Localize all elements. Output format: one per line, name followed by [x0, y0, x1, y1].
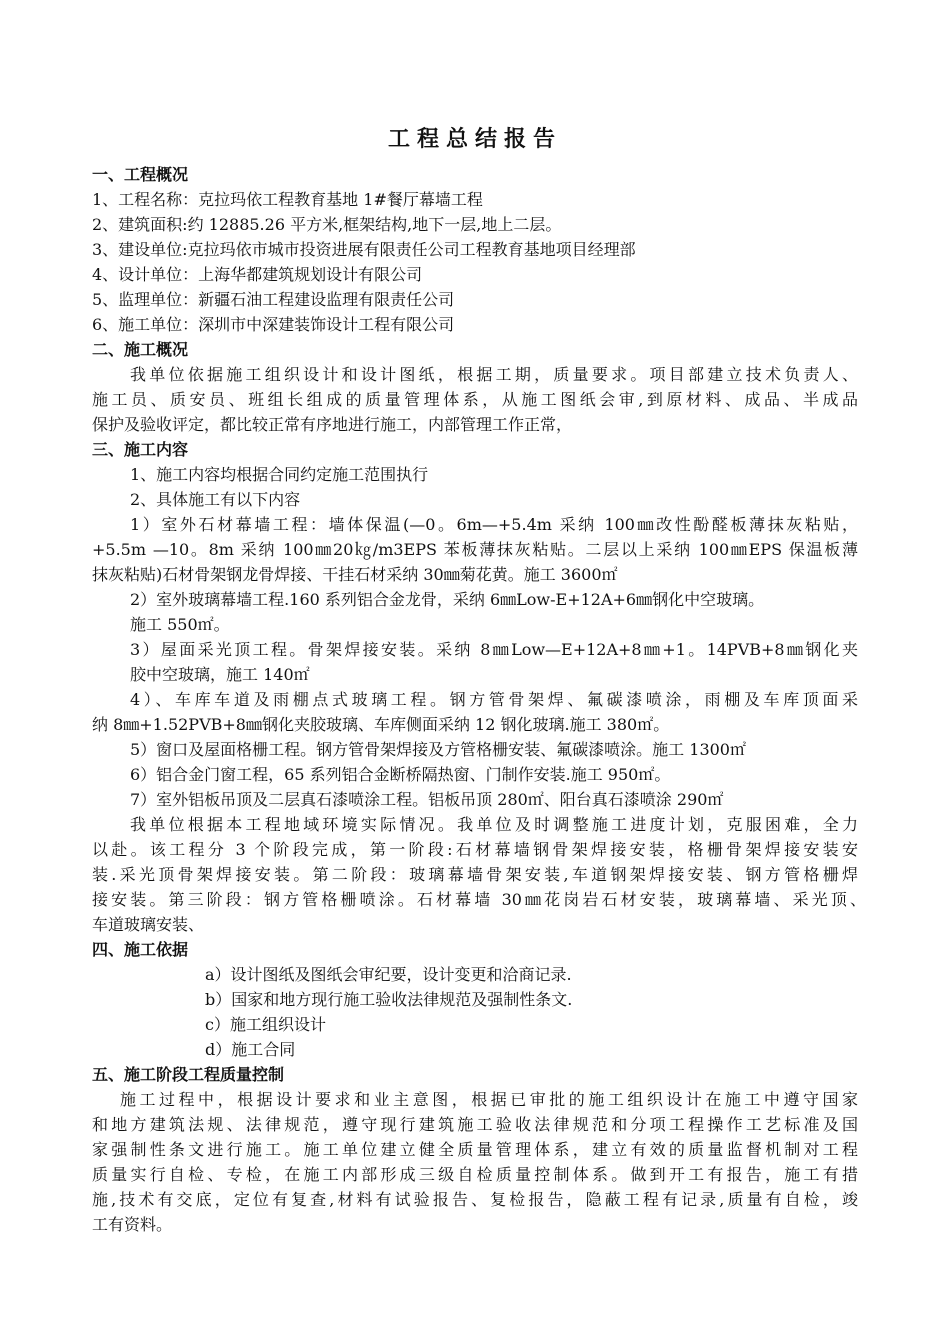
content-line: 2）室外玻璃幕墙工程.160 系列铝合金龙骨，采纳 6㎜Low-E+12A+6㎜钢化中空玻璃。 [130, 590, 765, 609]
paragraph-line: 工有资料。 [92, 1215, 173, 1234]
content-line: 4）、车库车道及雨棚点式玻璃工程。钢方管骨架焊、氟碳漆喷涂，雨棚及车库顶面采 [130, 690, 858, 709]
paragraph-line: 施工过程中，根据设计要求和业主意图，根据已审批的施工组织设计在施工中遵守国家 [120, 1090, 858, 1109]
paragraph-line: 和地方建筑法规、法律规范，遵守现行建筑施工验收法律规范和分项工程操作工艺标准及国 [92, 1115, 858, 1134]
content-line: 3）屋面采光顶工程。骨架焊接安装。采纳 8㎜Low—E+12A+8㎜+1。14PVB+8㎜钢化夹 [130, 640, 858, 659]
page-title: 工程总结报告 [387, 127, 562, 152]
content-line: 1）室外石材幕墙工程：墙体保温(—0。6m—+5.4m 采纳 100㎜改性酚醛板薄抹灰粘贴， [130, 515, 858, 534]
basis-item: b）国家和地方现行施工验收法律规范及强制性条文. [205, 990, 573, 1009]
paragraph-line: 质量实行自检、专检，在施工内部形成三级自检质量控制体系。做到开工有报告，施工有措 [92, 1165, 858, 1184]
content-line: 胶中空玻璃，施工 140㎡ [130, 665, 310, 684]
paragraph-line: 保护及验收评定，都比较正常有序地进行施工，内部管理工作正常， [92, 415, 573, 434]
section-heading-construction-content: 三、施工内容 [92, 440, 189, 459]
content-line: 抹灰粘贴)石材骨架钢龙骨焊接、干挂石材采纳 30㎜菊花黄。施工 3600㎡ [92, 565, 618, 584]
section-heading-quality-control: 五、施工阶段工程质量控制 [92, 1065, 285, 1084]
content-line: 车道玻璃安装、 [92, 915, 205, 934]
section-heading-construction-overview: 二、施工概况 [92, 340, 189, 359]
paragraph-line: 施工员、质安员、班组长组成的质量管理体系，从施工图纸会审,到原材料、成品、半成品 [92, 390, 858, 409]
paragraph-line: 我单位依据施工组织设计和设计图纸，根据工期，质量要求。项目部建立技术负责人、 [130, 365, 858, 384]
content-line: 装.采光顶骨架焊接安装。第二阶段：玻璃幕墙骨架安装,车道钢架焊接安装、钢方管格栅焊 [92, 865, 858, 884]
paragraph-line: 施,技术有交底，定位有复查,材料有试验报告、复检报告，隐蔽工程有记录,质量有自检，竣 [92, 1190, 858, 1209]
basis-item: d）施工合同 [205, 1040, 296, 1059]
overview-item: 6、施工单位：深圳市中深建装饰设计工程有限公司 [92, 315, 455, 334]
content-line: 我单位根据本工程地域环境实际情况。我单位及时调整施工进度计划，克服困难，全力 [130, 815, 858, 834]
section-heading-overview: 一、工程概况 [92, 165, 189, 184]
content-line: 6）铝合金门窗工程，65 系列铝合金断桥隔热窗、门制作安装.施工 950㎡。 [130, 765, 671, 784]
overview-item: 1、工程名称：克拉玛依工程教育基地 1#餐厅幕墙工程 [92, 190, 483, 209]
overview-item: 2、建筑面积:约 12885.26 平方米,框架结构,地下一层,地上二层。 [92, 215, 562, 234]
overview-item: 4、设计单位：上海华都建筑规划设计有限公司 [92, 265, 423, 284]
content-line: 1、施工内容均根据合同约定施工范围执行 [130, 465, 429, 484]
basis-item: c）施工组织设计 [205, 1015, 326, 1034]
content-line: 纳 8㎜+1.52PVB+8㎜钢化夹胶玻璃、车库侧面采纳 12 钢化玻璃.施工 380㎡。 [92, 715, 670, 734]
content-line: 施工 550㎡。 [130, 615, 230, 634]
basis-item: a）设计图纸及图纸会审纪要，设计变更和洽商记录. [205, 965, 572, 984]
content-line: 7）室外铝板吊顶及二层真石漆喷涂工程。铝板吊顶 280㎡、阳台真石漆喷涂 290㎡ [130, 790, 724, 809]
overview-item: 3、建设单位:克拉玛依市城市投资进展有限责任公司工程教育基地项目经理部 [92, 240, 636, 259]
paragraph-line: 家强制性条文进行施工。施工单位建立健全质量管理体系，建立有效的质量监督机制对工程 [92, 1140, 858, 1159]
content-line: 以赴。该工程分 3 个阶段完成，第一阶段:石材幕墙钢骨架焊接安装，格栅骨架焊接安装安 [92, 840, 858, 859]
content-line: 接安装。第三阶段：钢方管格栅喷涂。石材幕墙 30㎜花岗岩石材安装，玻璃幕墙、采光顶、 [92, 890, 866, 909]
content-line: 2、具体施工有以下内容 [130, 490, 301, 509]
content-line: 5）窗口及屋面格栅工程。钢方管骨架焊接及方管格栅安装、氟碳漆喷涂。施工 1300㎡ [130, 740, 746, 759]
section-heading-construction-basis: 四、施工依据 [92, 940, 189, 959]
content-line: +5.5m —10。8m 采纳 100㎜20㎏/m3EPS 苯板薄抹灰粘贴。二层以上采纳 100㎜EPS 保温板薄 [92, 540, 858, 559]
overview-item: 5、监理单位：新疆石油工程建设监理有限责任公司 [92, 290, 455, 309]
